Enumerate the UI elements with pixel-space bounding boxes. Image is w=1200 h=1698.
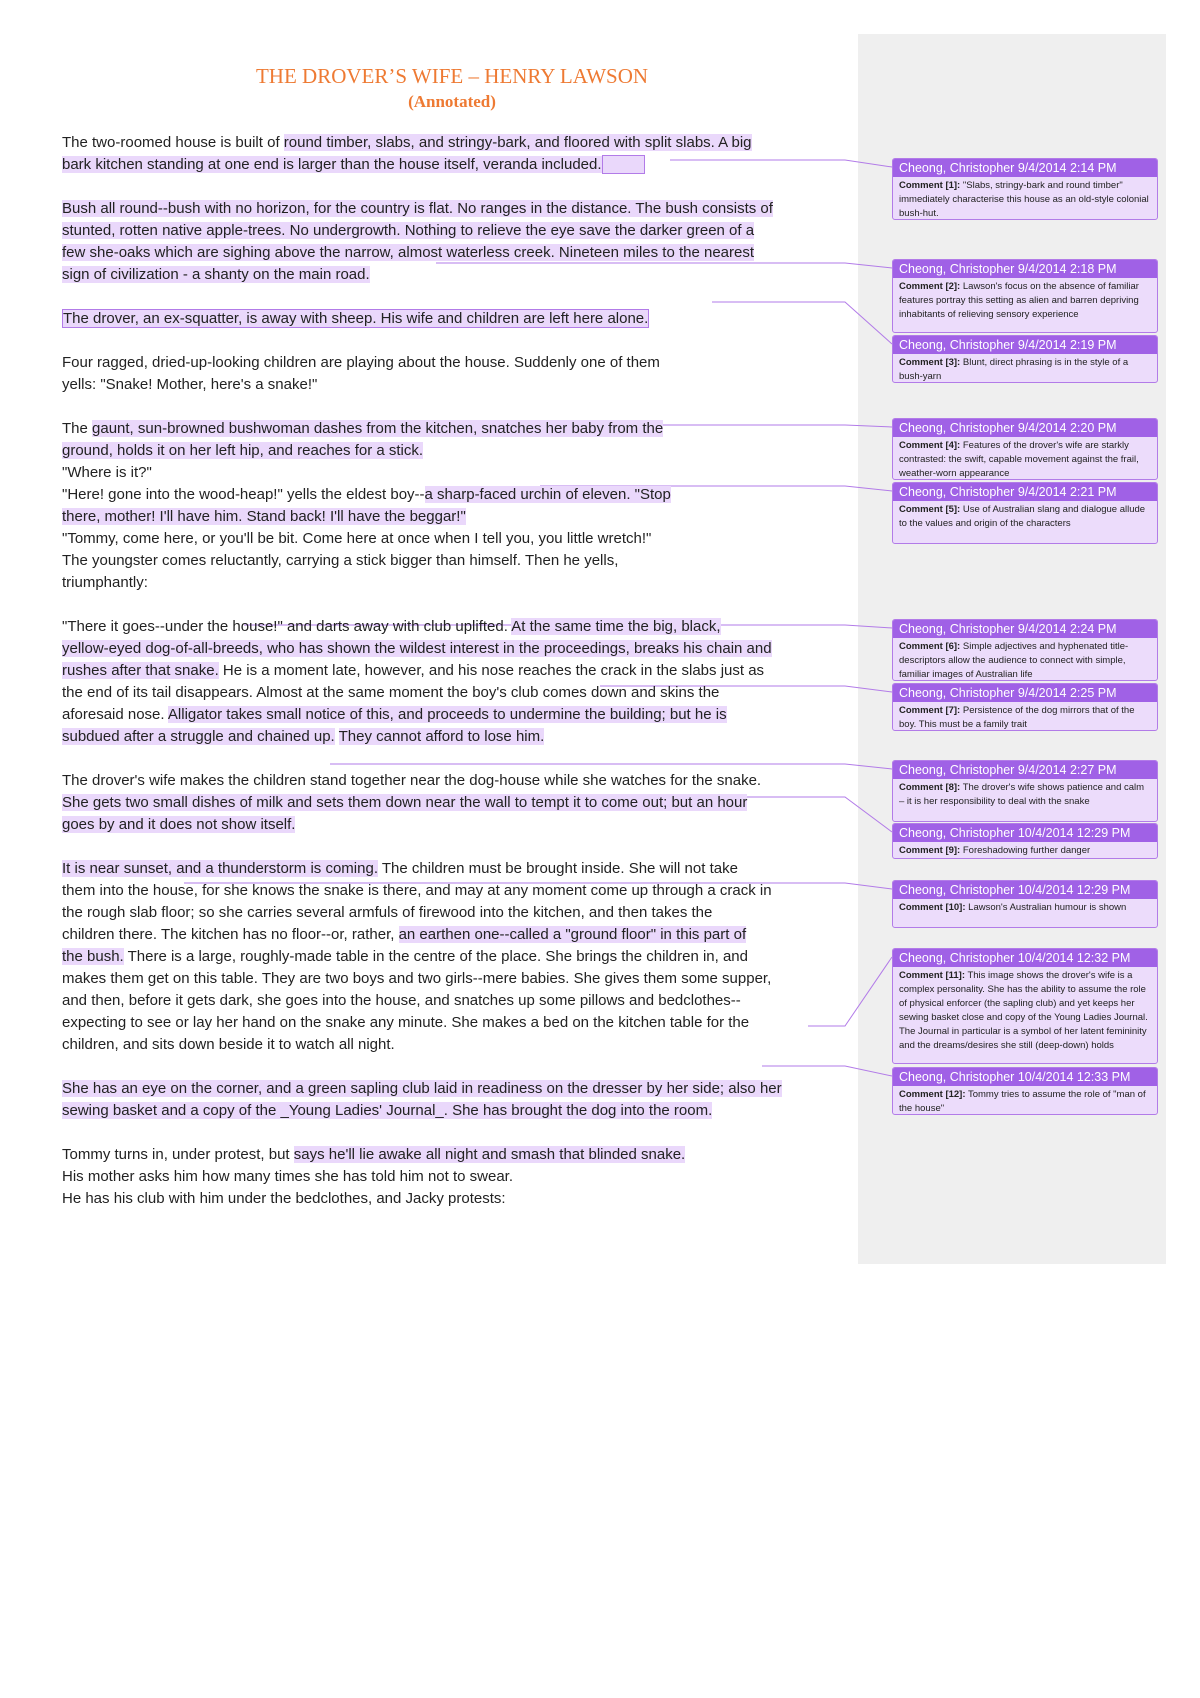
comment-body xyxy=(893,278,1157,324)
comment-box[interactable] xyxy=(892,823,1158,859)
highlighted-text: They cannot afford to lose him. xyxy=(338,728,545,745)
highlighted-text: few she-oaks which are sighing above the narrow, almost waterless creek. Nineteen miles to the nearest xyxy=(62,244,755,261)
text-line xyxy=(62,308,852,330)
text-run: makes them get on this table. They are two boys and two girls--mere babies. She gives them some supper, xyxy=(62,970,772,987)
text-line xyxy=(62,550,852,572)
highlighted-text: there, mother! I'll have him. Stand back! I'll have the beggar!" xyxy=(62,508,466,525)
text-line xyxy=(62,264,852,286)
comment-text: Lawson's focus on the absence of familiar features portray this setting as alien and barren depriving inhabitants of relieving sensory experience xyxy=(899,281,1139,320)
comment-author: Cheong, Christopher 9/4/2014 2:19 PM xyxy=(893,336,1157,354)
text-run: His mother asks him how many times she has told him not to swear. xyxy=(62,1168,514,1185)
text-line xyxy=(62,990,852,1012)
text-run: "Where is it?" xyxy=(62,464,152,481)
text-line xyxy=(62,1100,852,1122)
text-line xyxy=(62,374,852,396)
highlighted-text: She has an eye on the corner, and a green sapling club laid in readiness on the dresser by her side; also her xyxy=(62,1080,782,1097)
highlighted-text: goes by and it does not show itself. xyxy=(62,816,296,833)
highlighted-text: Bush all round--bush with no horizon, for the country is flat. No ranges in the distance. The bush consists of xyxy=(62,200,773,217)
text-run: triumphantly: xyxy=(62,574,148,591)
comment-box[interactable] xyxy=(892,683,1158,731)
comment-body xyxy=(893,702,1157,731)
comment-body xyxy=(893,501,1157,533)
text-run: He is a moment late, however, and his nose reaches the crack in the slabs just as xyxy=(218,662,765,679)
text-run: Four ragged, dried-up-looking children are playing about the house. Suddenly one of them xyxy=(62,354,660,371)
comment-label: Comment [9]: xyxy=(899,845,961,856)
highlighted-text: a sharp-faced urchin of eleven. "Stop xyxy=(424,486,671,503)
highlighted-text: says he'll lie awake all night and smash that blinded snake. xyxy=(293,1146,686,1163)
comment-box[interactable] xyxy=(892,948,1158,1064)
comment-body xyxy=(893,1086,1157,1115)
highlighted-text: It is near sunset, and a thunderstorm is coming. xyxy=(62,860,378,877)
highlighted-text: gaunt, sun-browned bushwoman dashes from the kitchen, snatches her baby from the xyxy=(92,420,664,437)
comment-author: Cheong, Christopher 9/4/2014 2:20 PM xyxy=(893,419,1157,437)
text-run: The drover's wife makes the children stand together near the dog-house while she watches for the snake. xyxy=(62,772,762,789)
comment-text: Blunt, direct phrasing is in the style of a bush-yarn xyxy=(899,357,1129,382)
highlighted-text: stunted, rotten native apple-trees. No undergrowth. Nothing to relieve the eye save the darker green of a xyxy=(62,222,755,239)
text-run: "Tommy, come here, or you'll be bit. Come here at once when I tell you, you little wretch!" xyxy=(62,530,652,547)
comment-author: Cheong, Christopher 9/4/2014 2:21 PM xyxy=(893,483,1157,501)
comment-body xyxy=(893,779,1157,811)
text-line xyxy=(62,616,852,638)
highlighted-text: ground, holds it on her left hip, and reaches for a stick. xyxy=(62,442,424,459)
text-run: The youngster comes reluctantly, carrying a stick bigger than himself. Then he yells, xyxy=(62,552,619,569)
comment-text: "Slabs, stringy-bark and round timber" immediately characterise this house as an old-style colonial bush-hut. xyxy=(899,180,1149,219)
text-line xyxy=(62,660,852,682)
paragraph xyxy=(62,132,852,176)
comment-text: Features of the drover's wife are starkly contrasted: the swift, capable movement against the frail, weather-worn appearance xyxy=(899,440,1139,479)
text-run: The two-roomed house is built of xyxy=(62,134,284,151)
text-line xyxy=(62,132,852,154)
comment-label: Comment [5]: xyxy=(899,504,961,515)
comment-body xyxy=(893,177,1157,220)
document-subtitle: (Annotated) xyxy=(408,92,496,111)
text-run: yells: "Snake! Mother, here's a snake!" xyxy=(62,376,318,393)
highlighted-text: The drover, an ex-squatter, is away with sheep. His wife and children are left here alone. xyxy=(63,310,649,327)
paragraph xyxy=(62,616,852,748)
text-run: them into the house, for she knows the snake is there, and may at any moment come up through a crack in xyxy=(62,882,772,899)
highlighted-text: rushes after that snake. xyxy=(62,662,219,679)
text-run: the rough slab floor; so she carries several armfuls of firewood into the kitchen, and then takes the xyxy=(62,904,713,921)
text-run: the end of its tail disappears. Almost at the same moment the boy's club comes down and skins the xyxy=(62,684,720,701)
comment-body xyxy=(893,842,1157,859)
text-run: children there. The kitchen has no floor--or, rather, xyxy=(62,926,399,943)
highlighted-text: an earthen one--called a "ground floor" in this part of xyxy=(398,926,747,943)
text-line xyxy=(62,440,852,462)
highlighted-text: sewing basket and a copy of the _Young Ladies' Journal_. She has brought the dog into the room. xyxy=(62,1102,713,1119)
text-line xyxy=(62,704,852,726)
comment-label: Comment [1]: xyxy=(899,180,961,191)
comment-box[interactable] xyxy=(892,259,1158,333)
highlighted-text: Alligator takes small notice of this, and proceeds to undermine the building; but he is xyxy=(167,706,727,723)
comment-label: Comment [11]: xyxy=(899,970,965,981)
comment-label: Comment [8]: xyxy=(899,782,961,793)
text-run: Tommy turns in, under protest, but xyxy=(62,1146,294,1163)
comment-author: Cheong, Christopher 10/4/2014 12:29 PM xyxy=(893,881,1157,899)
comment-label: Comment [12]: xyxy=(899,1089,966,1100)
text-run: He has his club with him under the bedclothes, and Jacky protests: xyxy=(62,1190,506,1207)
comment-box[interactable] xyxy=(892,760,1158,822)
comment-text: Lawson's Australian humour is shown xyxy=(965,902,1127,913)
text-run: The xyxy=(62,420,93,437)
comment-text: Foreshadowing further danger xyxy=(960,845,1091,856)
paragraph xyxy=(62,418,852,594)
text-run: aforesaid nose. xyxy=(62,706,168,723)
text-run: children, and sits down beside it to watch all night. xyxy=(62,1036,395,1053)
comment-box[interactable] xyxy=(892,158,1158,220)
highlighted-text: yellow-eyed dog-of-all-breeds, who has shown the wildest interest in the proceedings, breaks his chain and xyxy=(62,640,772,657)
comment-body xyxy=(893,437,1157,480)
comment-text: Simple adjectives and hyphenated title-descriptors allow the audience to connect with simple, familiar images of Australian life xyxy=(899,641,1129,680)
comment-author: Cheong, Christopher 10/4/2014 12:33 PM xyxy=(893,1068,1157,1086)
comment-label: Comment [7]: xyxy=(899,705,961,716)
comment-box[interactable] xyxy=(892,619,1158,681)
paragraph xyxy=(62,858,852,1056)
text-line xyxy=(62,858,852,880)
text-run: There is a large, roughly-made table in the centre of the place. She brings the children in, and xyxy=(123,948,748,965)
comment-box[interactable] xyxy=(892,880,1158,928)
comment-box[interactable] xyxy=(892,335,1158,383)
comment-author: Cheong, Christopher 9/4/2014 2:24 PM xyxy=(893,620,1157,638)
highlighted-text: the bush. xyxy=(62,948,124,965)
text-line xyxy=(62,1012,852,1034)
comment-text: Tommy tries to assume the role of "man of the house" xyxy=(899,1089,1146,1114)
highlighted-text: round timber, slabs, and stringy-bark, and floored with split slabs. A big xyxy=(283,134,752,151)
text-line xyxy=(62,528,852,550)
highlighted-text: At the same time the big, black, xyxy=(511,618,721,635)
text-line xyxy=(62,1166,852,1188)
comment-author: Cheong, Christopher 9/4/2014 2:18 PM xyxy=(893,260,1157,278)
text-line xyxy=(62,1144,852,1166)
comment-author: Cheong, Christopher 10/4/2014 12:32 PM xyxy=(893,949,1157,967)
paragraph xyxy=(62,308,852,330)
comment-box[interactable] xyxy=(892,1067,1158,1115)
text-line xyxy=(62,770,852,792)
text-line xyxy=(62,418,852,440)
highlighted-text: She gets two small dishes of milk and sets them down near the wall to tempt it to come out; but an hour xyxy=(62,794,748,811)
comment-body xyxy=(893,967,1157,1055)
text-line xyxy=(62,242,852,264)
comment-label: Comment [3]: xyxy=(899,357,961,368)
paragraph xyxy=(62,352,852,396)
highlighted-text: bark kitchen standing at one end is larger than the house itself, veranda included. xyxy=(62,156,602,173)
text-line xyxy=(62,682,852,704)
comment-label: Comment [6]: xyxy=(899,641,961,652)
text-run: "Here! gone into the wood-heap!" yells the eldest boy-- xyxy=(62,486,425,503)
comment-label: Comment [2]: xyxy=(899,281,961,292)
highlighted-text: sign of civilization - a shanty on the main road. xyxy=(62,266,370,283)
comment-author: Cheong, Christopher 9/4/2014 2:27 PM xyxy=(893,761,1157,779)
comment-author: Cheong, Christopher 10/4/2014 12:29 PM xyxy=(893,824,1157,842)
comment-author: Cheong, Christopher 9/4/2014 2:14 PM xyxy=(893,159,1157,177)
text-line xyxy=(62,792,852,814)
highlighted-text: subdued after a struggle and chained up. xyxy=(62,728,335,745)
comment-box[interactable] xyxy=(892,418,1158,480)
comment-text: The drover's wife shows patience and calm – it is her responsibility to deal with the snake xyxy=(899,782,1145,807)
text-run: "There it goes--under the house!" and darts away with club uplifted. xyxy=(62,618,512,635)
comment-body xyxy=(893,899,1157,917)
text-line xyxy=(62,902,852,924)
text-line xyxy=(62,352,852,374)
comment-text: Persistence of the dog mirrors that of the boy. This must be a family trait xyxy=(899,705,1135,730)
text-line xyxy=(62,638,852,660)
text-run: and then, before it gets dark, she goes into the house, and snatches up some pillows and bedclothes-- xyxy=(62,992,741,1009)
text-line xyxy=(62,1034,852,1056)
text-line xyxy=(62,220,852,242)
text-line xyxy=(62,924,852,946)
text-run: expecting to see or lay her hand on the snake any minute. She makes a bed on the kitchen table for the xyxy=(62,1014,750,1031)
comment-text: Use of Australian slang and dialogue allude to the values and origin of the characters xyxy=(899,504,1146,529)
comment-body xyxy=(893,638,1157,681)
comment-text: This image shows the drover's wife is a complex personality. She has the ability to assume the role of physical enforcer (the sapling club) and yet keeps her sewing basket close and copy of the Young Ladies Journal. The Journal in particular is a symbol of her latent femininity and the dreams/desires she still (deep-down) holds xyxy=(899,970,1148,1051)
text-line xyxy=(62,726,852,748)
text-run: The children must be brought inside. She will not take xyxy=(378,860,738,877)
text-line xyxy=(62,880,852,902)
comment-body xyxy=(893,354,1157,383)
text-line xyxy=(62,198,852,220)
text-line xyxy=(62,572,852,594)
text-line xyxy=(62,462,852,484)
highlighted-text xyxy=(602,155,646,174)
comment-label: Comment [10]: xyxy=(899,902,966,913)
text-line xyxy=(62,506,852,528)
text-line xyxy=(62,154,852,176)
comment-author: Cheong, Christopher 9/4/2014 2:25 PM xyxy=(893,684,1157,702)
paragraph xyxy=(62,1144,852,1210)
comment-label: Comment [4]: xyxy=(899,440,961,451)
text-line xyxy=(62,1188,852,1210)
text-line xyxy=(62,484,852,506)
text-line xyxy=(62,946,852,968)
paragraph xyxy=(62,198,852,286)
comment-box[interactable] xyxy=(892,482,1158,544)
text-line xyxy=(62,1078,852,1100)
paragraph xyxy=(62,1078,852,1122)
document-title: THE DROVER’S WIFE – HENRY LAWSON xyxy=(255,64,649,88)
text-line xyxy=(62,814,852,836)
document-body xyxy=(62,132,852,1232)
text-line xyxy=(62,968,852,990)
paragraph xyxy=(62,770,852,836)
